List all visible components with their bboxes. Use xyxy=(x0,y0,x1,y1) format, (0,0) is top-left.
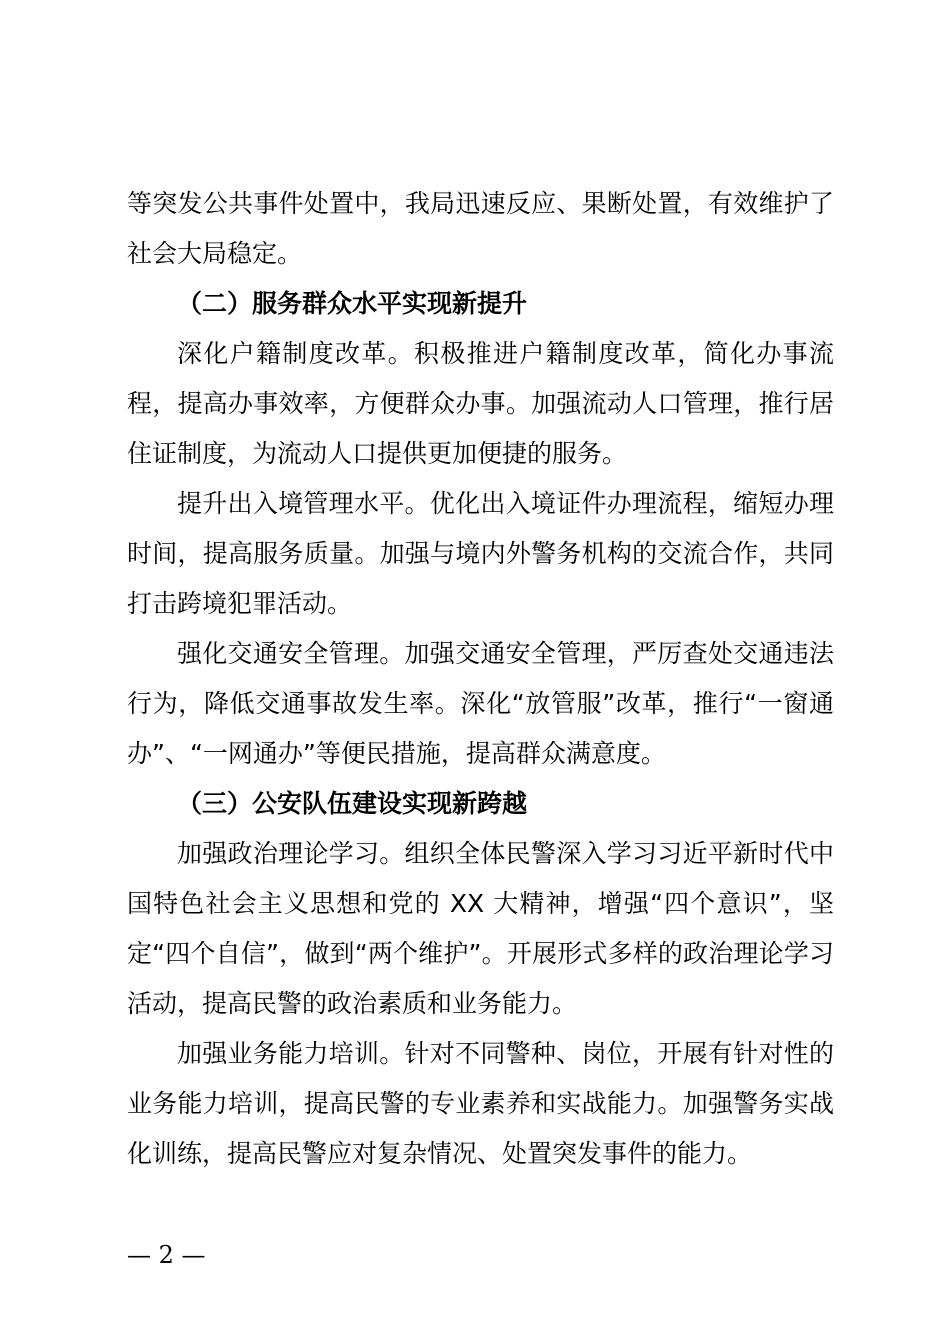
paragraph-political-study: 加强政治理论学习。组织全体民警深入学习习近平新时代中国特色社会主义思想和党的 XX 大精神，增强“四个意识”，坚定“四个自信”，做到“两个维护”。开展形式多样的政治理论学习活动，提高民警的政治素质和业务能力。 xyxy=(127,839,834,1018)
section-heading-3: （三）公安队伍建设实现新跨越 xyxy=(177,789,528,818)
page-number: — 2 — xyxy=(127,1241,206,1269)
paragraph-skills-training: 加强业务能力培训。针对不同警种、岗位，开展有针对性的业务能力培训，提高民警的专业素养和实战能力。加强警务实战化训练，提高民警应对复杂情况、处置突发事件的能力。 xyxy=(127,1039,834,1168)
section-heading-2: （二）服务群众水平实现新提升 xyxy=(177,289,528,318)
document-body xyxy=(127,179,834,1179)
paragraph-household-registration: 深化户籍制度改革。积极推进户籍制度改革，简化办事流程，提高办事效率，方便群众办事。加强流动人口管理，推行居住证制度，为流动人口提供更加便捷的服务。 xyxy=(127,339,834,468)
paragraph-traffic-safety: 强化交通安全管理。加强交通安全管理，严厉查处交通违法行为，降低交通事故发生率。深化“放管服”改革，推行“一窗通办”、“一网通办”等便民措施，提高群众满意度。 xyxy=(127,639,834,768)
paragraph-entry-exit: 提升出入境管理水平。优化出入境证件办理流程，缩短办理时间，提高服务质量。加强与境内外警务机构的交流合作，共同打击跨境犯罪活动。 xyxy=(127,489,834,618)
paragraph-continuation: 等突发公共事件处置中，我局迅速反应、果断处置，有效维护了社会大局稳定。 xyxy=(127,189,834,268)
